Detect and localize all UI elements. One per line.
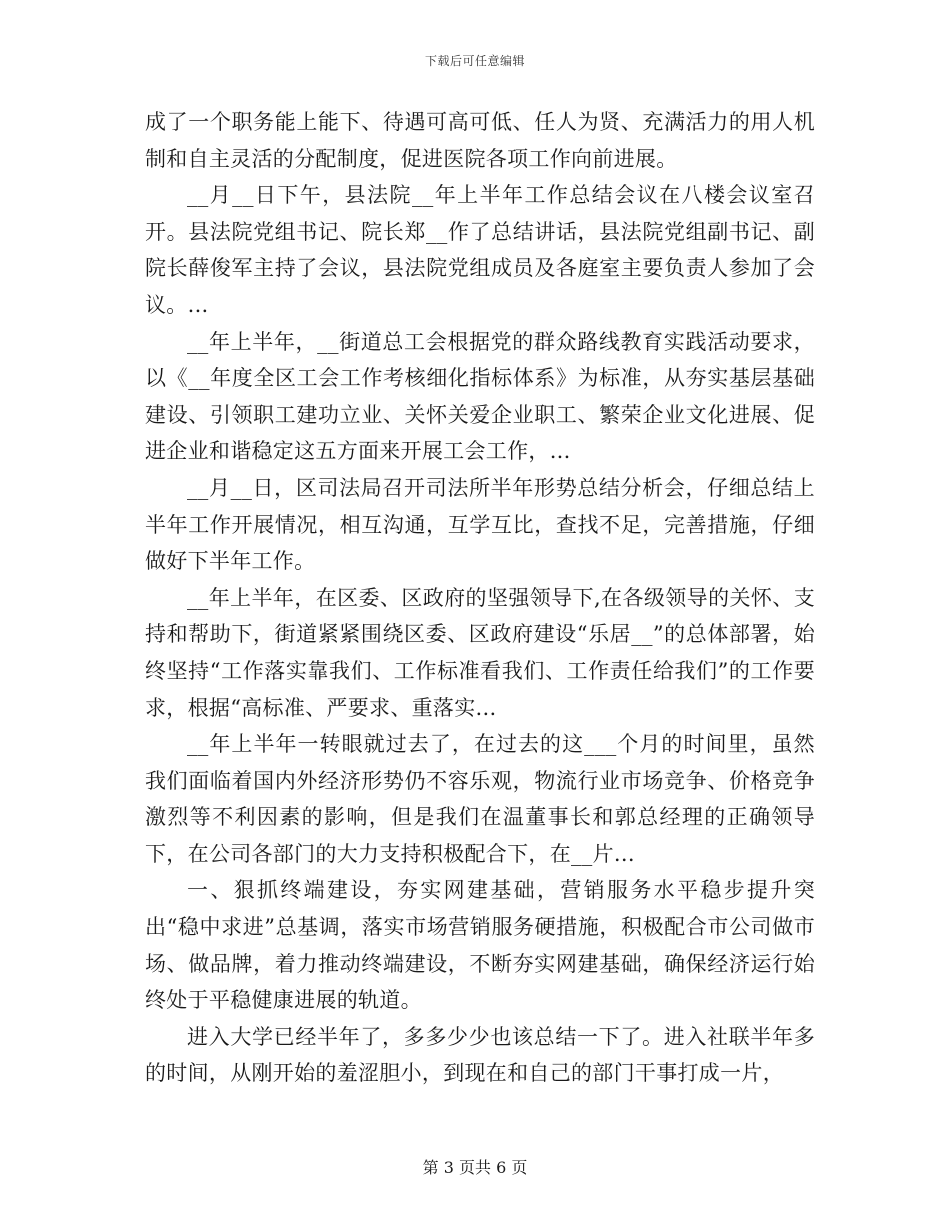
page-header-note: 下载后可任意编辑 [424,54,525,68]
paragraph-6: __年上半年一转眼就过去了，在过去的这___个月的时间里，虽然我们面临着国内外经济形势仍不容乐观，物流行业市场竞争、价格竞争激烈等不利因素的影响，但是我们在温董事长和郭总经理的正确领导下，在公司各部门的大力支持积极配合下，在__片... [145,732,815,866]
paragraph-7: 一、狠抓终端建设，夯实网建基础，营销服务水平稳步提升突出“稳中求进”总基调，落实市场营销服务硬措施，积极配合市公司做市场、做品牌，着力推动终端建设，不断夯实网建基础，确保经济运行始终处于平稳健康进展的轨道。 [145,878,815,1013]
page-number: 第 3 页共 6 页 [422,1158,528,1177]
paragraph-4: __月__日，区司法局召开司法所半年形势总结分析会，仔细总结上半年工作开展情况，相互沟通，互学互比，查找不足，完善措施，仔细做好下半年工作。 [145,475,815,574]
paragraph-2: __月__日下午，县法院__年上半年工作总结会议在八楼会议室召开。县法院党组书记、院长郑__作了总结讲话，县法院党组副书记、副院长薛俊军主持了会议，县法院党组成员及各庭室主要负责人参加了会议。... [145,183,815,317]
document-body [145,104,815,1092]
paragraph-5: __年上半年，在区委、区政府的坚强领导下,在各级领导的关怀、支持和帮助下，街道紧紧围绕区委、区政府建设“乐居__”的总体部署，始终坚持“工作落实靠我们、工作标准看我们、工作责任给我们”的工作要求，根据“高标准、严要求、重落实... [145,585,815,720]
paragraph-8: 进入大学已经半年了，多多少少也该总结一下了。进入社联半年多的时间，从刚开始的羞涩胆小，到现在和自己的部门干事打成一片， [145,1024,815,1086]
paragraph-1: 成了一个职务能上能下、待遇可高可低、任人为贤、充满活力的用人机制和自主灵活的分配制度，促进医院各项工作向前进展。 [145,110,815,171]
paragraph-3: __年上半年，__街道总工会根据党的群众路线教育实践活动要求，以《__年度全区工会工作考核细化指标体系》为标准，从夯实基层基础建设、引领职工建功立业、关怀关爱企业职工、繁荣企业文化进展、促进企业和谐稳定这五方面来开展工会工作，... [145,329,815,464]
